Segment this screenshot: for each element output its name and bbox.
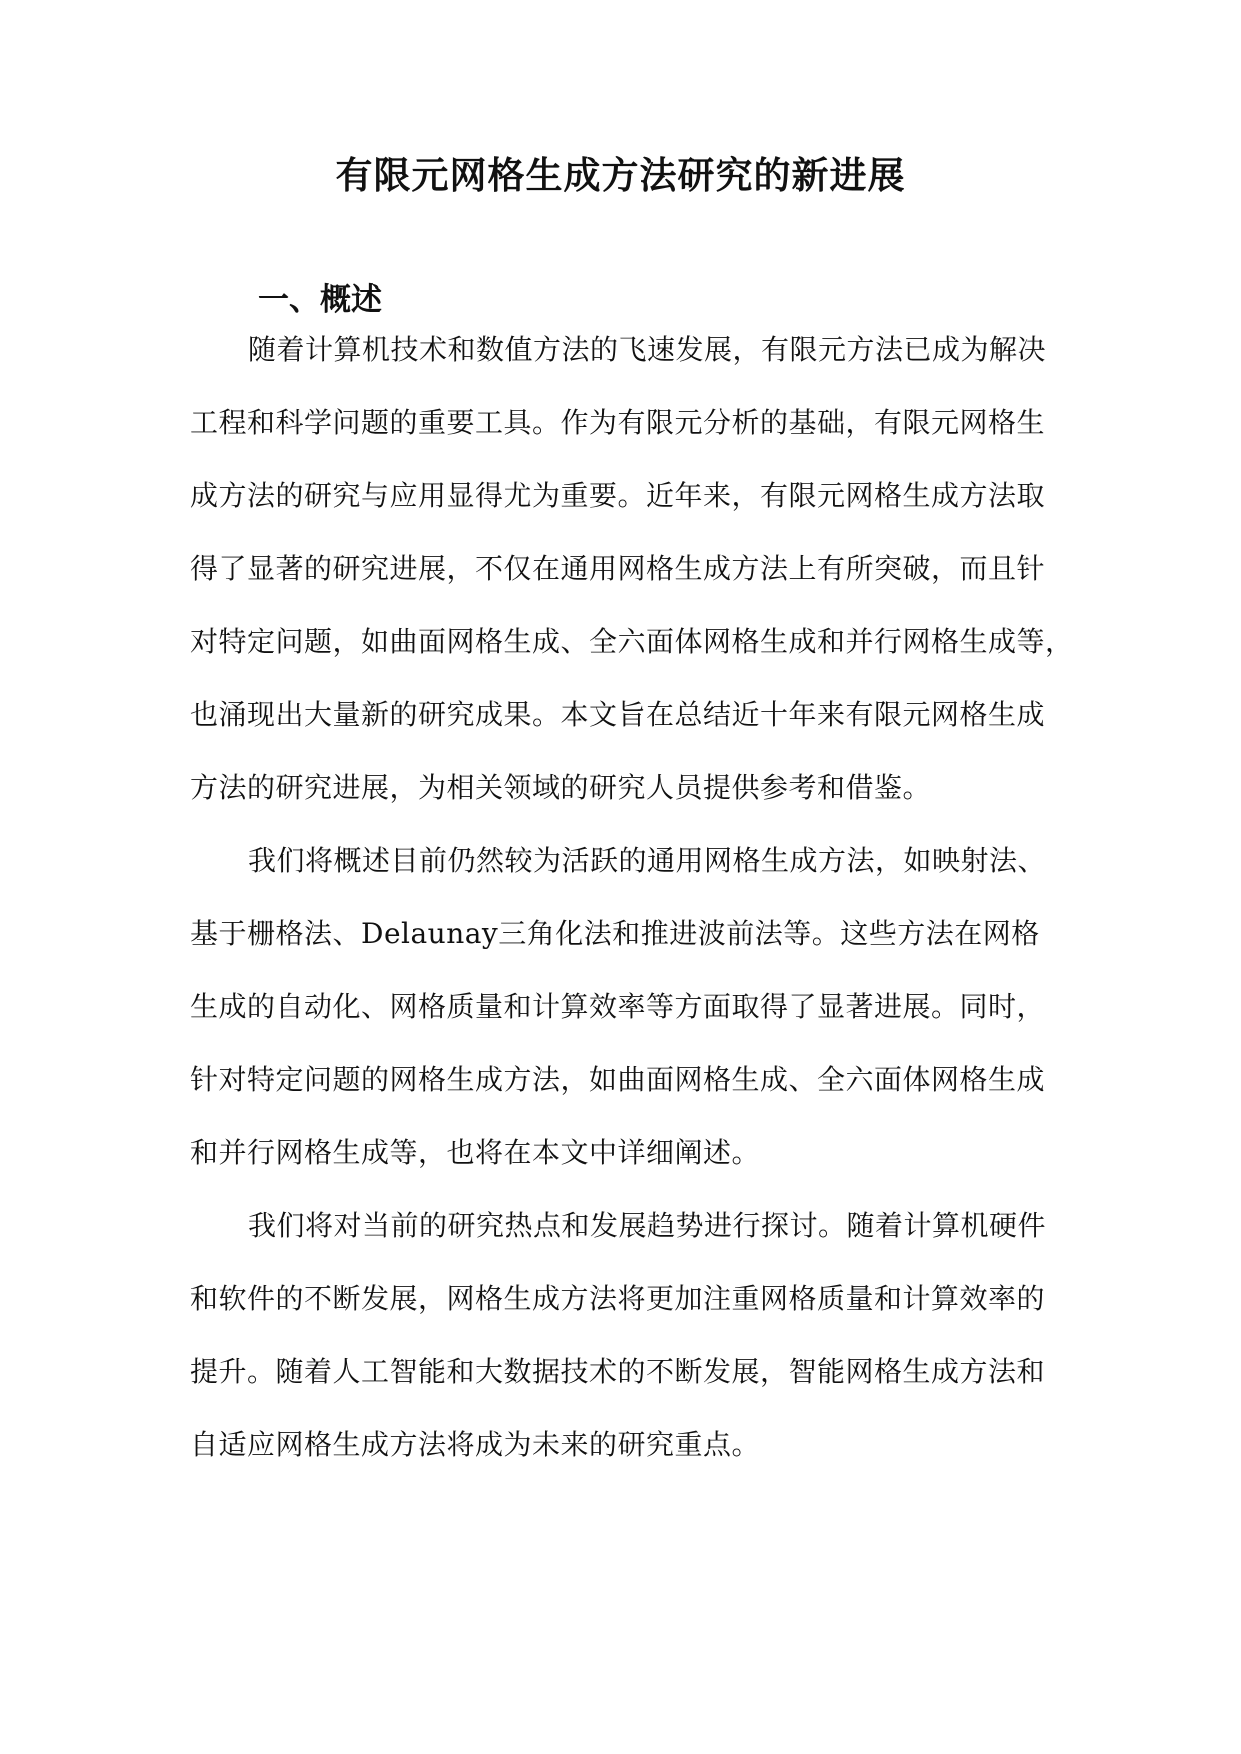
paragraph-line: 我们将概述目前仍然较为活跃的通用网格生成方法，如映射法、 bbox=[248, 844, 1047, 877]
paragraph-line: 随着计算机技术和数值方法的飞速发展，有限元方法已成为解决 bbox=[248, 333, 1047, 366]
paragraph-line: 提升。随着人工智能和大数据技术的不断发展，智能网格生成方法和 bbox=[190, 1355, 1046, 1388]
paragraph-line: 和软件的不断发展，网格生成方法将更加注重网格质量和计算效率的 bbox=[190, 1282, 1046, 1315]
paragraph-line: 和并行网格生成等，也将在本文中详细阐述。 bbox=[190, 1136, 761, 1169]
paragraph-line: 工程和科学问题的重要工具。作为有限元分析的基础，有限元网格生 bbox=[190, 406, 1046, 439]
paragraph-line: 方法的研究进展，为相关领域的研究人员提供参考和借鉴。 bbox=[190, 771, 932, 804]
paragraph-line: 也涌现出大量新的研究成果。本文旨在总结近十年来有限元网格生成 bbox=[190, 698, 1046, 731]
paragraph-line: 我们将对当前的研究热点和发展趋势进行探讨。随着计算机硬件 bbox=[248, 1209, 1047, 1242]
paragraph-line: 基于栅格法、Delaunay三角化法和推进波前法等。这些方法在网格 bbox=[190, 917, 1040, 950]
section-heading-overview: 一、概述 bbox=[258, 282, 382, 318]
paragraph-line: 得了显著的研究进展，不仅在通用网格生成方法上有所突破，而且针 bbox=[190, 552, 1046, 585]
paragraph-line: 自适应网格生成方法将成为未来的研究重点。 bbox=[190, 1428, 761, 1461]
document-title: 有限元网格生成方法研究的新进展 bbox=[335, 154, 906, 197]
paragraph-line: 成方法的研究与应用显得尤为重要。近年来，有限元网格生成方法取 bbox=[190, 479, 1046, 512]
paragraph-line: 针对特定问题的网格生成方法，如曲面网格生成、全六面体网格生成 bbox=[190, 1063, 1046, 1096]
paragraph-3 bbox=[0, 1189, 1241, 1481]
paragraph-line: 对特定问题，如曲面网格生成、全六面体网格生成和并行网格生成等， bbox=[190, 625, 1074, 658]
paragraph-2 bbox=[0, 824, 1241, 1189]
paragraph-1 bbox=[0, 313, 1241, 824]
paragraph-line: 生成的自动化、网格质量和计算效率等方面取得了显著进展。同时， bbox=[190, 990, 1046, 1023]
